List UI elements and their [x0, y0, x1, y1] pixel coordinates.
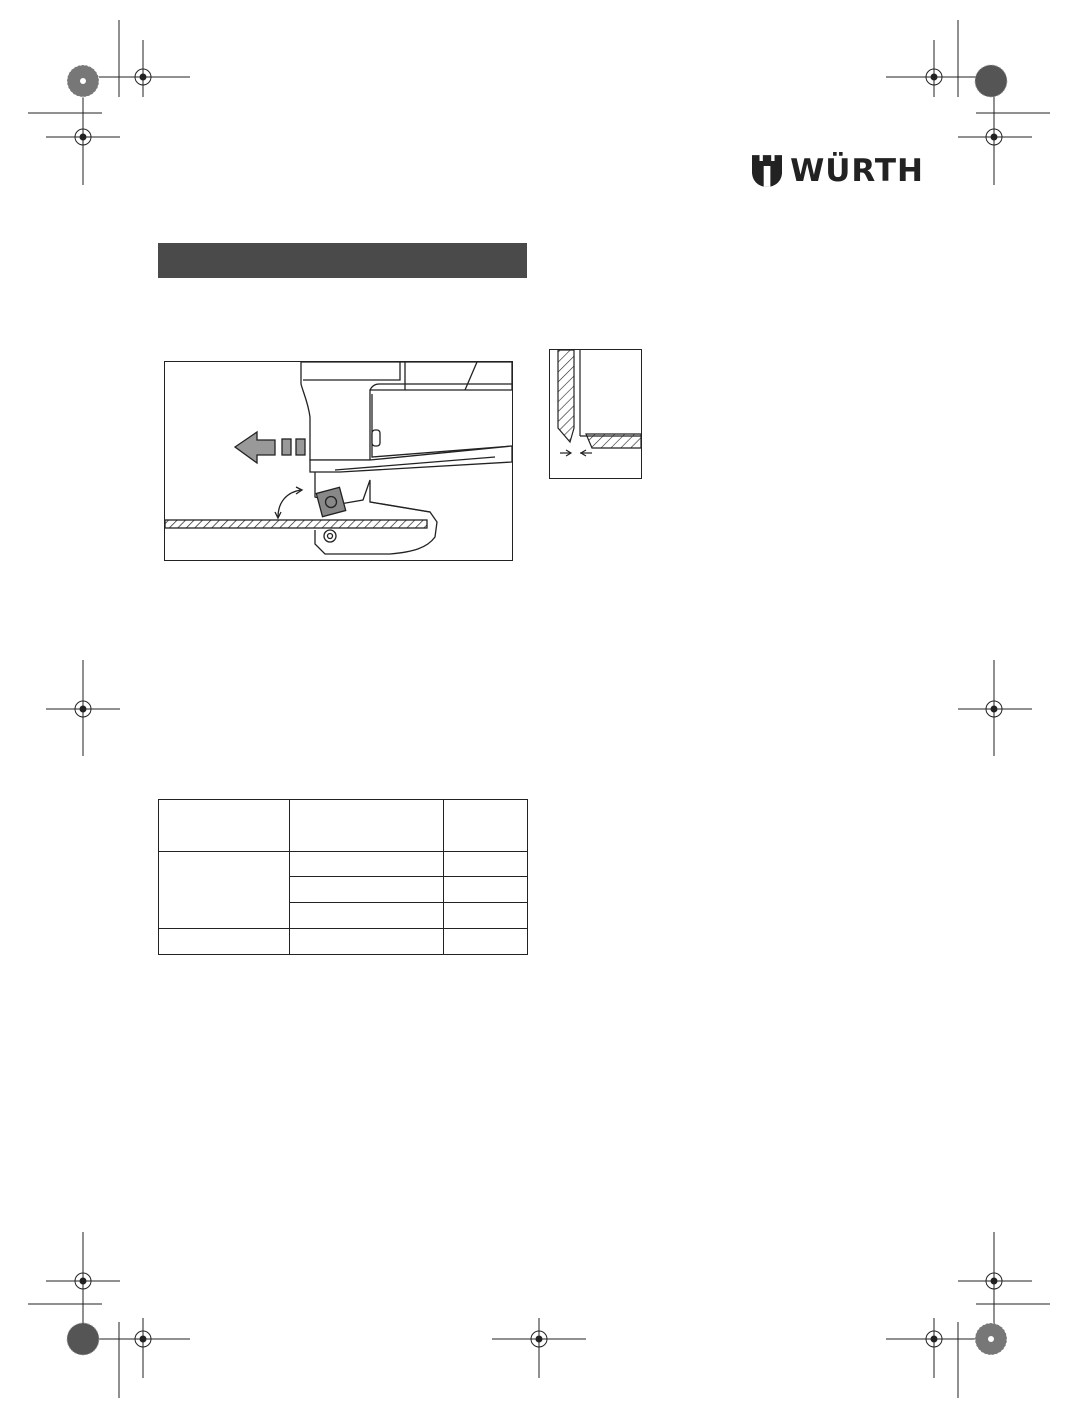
table-row — [159, 929, 528, 955]
table-cell — [290, 929, 444, 955]
section-header — [158, 243, 527, 278]
table-cell — [444, 877, 528, 903]
figure-main — [164, 361, 513, 561]
table-header-cell — [290, 800, 444, 852]
table-row — [159, 852, 528, 877]
figure-detail — [549, 349, 642, 479]
brand-name: WÜRTH — [790, 152, 924, 189]
wurth-castle-icon — [752, 152, 782, 190]
spec-table — [158, 799, 528, 955]
table-header-cell — [444, 800, 528, 852]
nibbler-tool-icon — [165, 362, 512, 560]
cutting-gap-detail-icon — [550, 350, 641, 478]
table-cell — [444, 903, 528, 929]
table-cell — [444, 852, 528, 877]
brand-logo — [752, 150, 924, 192]
table-cell — [159, 929, 290, 955]
table-cell — [290, 903, 444, 929]
table-cell — [159, 852, 290, 929]
table-header-row — [159, 800, 528, 852]
table-cell — [290, 852, 444, 877]
table-cell — [444, 929, 528, 955]
table-header-cell — [159, 800, 290, 852]
table-cell — [290, 877, 444, 903]
